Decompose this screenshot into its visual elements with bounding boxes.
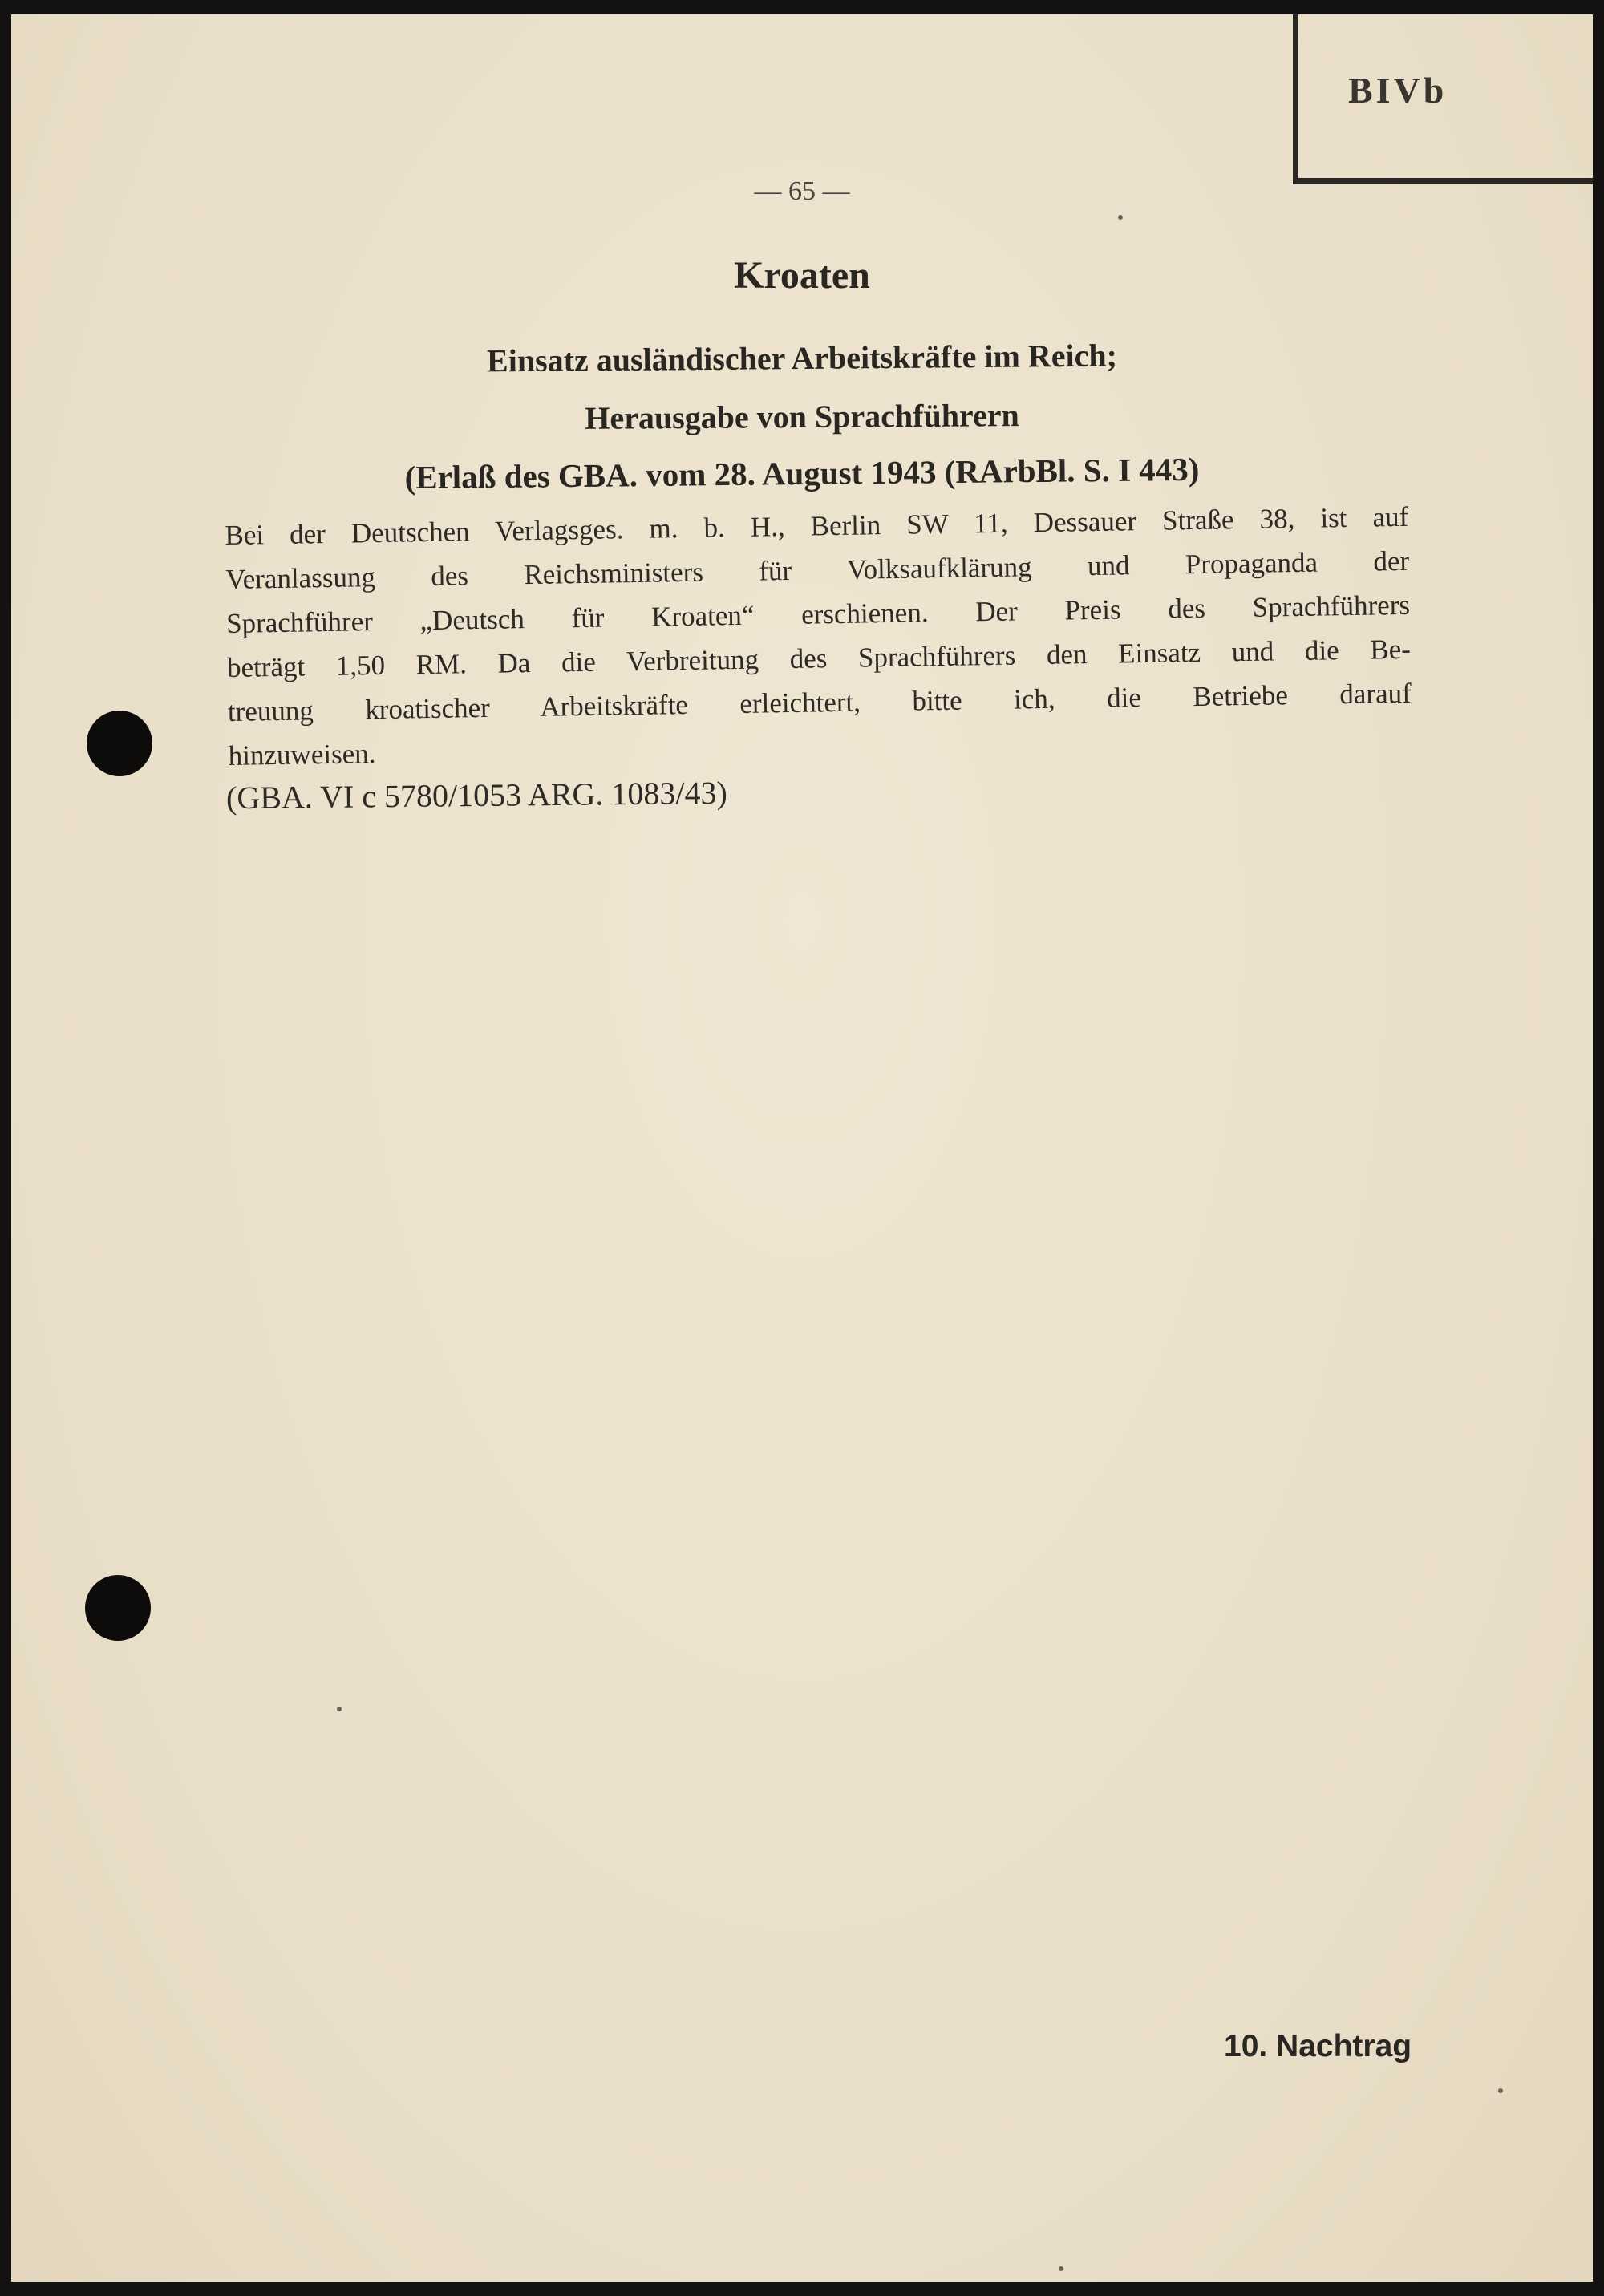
punch-hole (85, 1575, 151, 1641)
paper-speck (1118, 215, 1123, 220)
body-line: Sprachführer „Deutsch für Kroaten“ erschienen. Der Preis des Sprachführers (225, 589, 1411, 639)
reference-number: (GBA. VI c 5780/1053 ARG. 1083/43) (225, 774, 728, 816)
subtitle-line-1: Einsatz ausländischer Arbeitskräfte im Reich; (486, 337, 1118, 379)
body-line: beträgt 1,50 RM. Da die Verbreitung des Sprachführers den Einsatz und die Be- (226, 633, 1412, 683)
paper-speck (1498, 2088, 1503, 2093)
page-number: — 65 — (754, 176, 850, 206)
body-paragraph (225, 495, 1412, 778)
section-tab-label: BIVb (1348, 70, 1448, 111)
subtitle-line-2: Herausgabe von Sprachführern (585, 397, 1019, 436)
punch-hole (87, 711, 152, 776)
page-title: Kroaten (734, 254, 870, 297)
paper-speck (1059, 2266, 1063, 2271)
body-line: Bei der Deutschen Verlagsges. m. b. H., Berlin SW 11, Dessauer Straße 38, ist auf (225, 500, 1409, 551)
section-tab (1293, 14, 1593, 184)
body-line: treuung kroatischer Arbeitskräfte erleichtert, bitte ich, die Betriebe darauf (227, 677, 1412, 727)
body-line: Veranlassung des Reichsministers für Volksaufklärung und Propaganda der (225, 545, 1410, 595)
paper-speck (337, 1707, 342, 1711)
body-line: hinzuweisen. (228, 738, 376, 771)
document-page (11, 14, 1593, 2282)
subtitle-line-3: (Erlaß des GBA. vom 28. August 1943 (RArbBl. S. I 443) (404, 450, 1200, 496)
supplement-label: 10. Nachtrag (1224, 2029, 1412, 2063)
